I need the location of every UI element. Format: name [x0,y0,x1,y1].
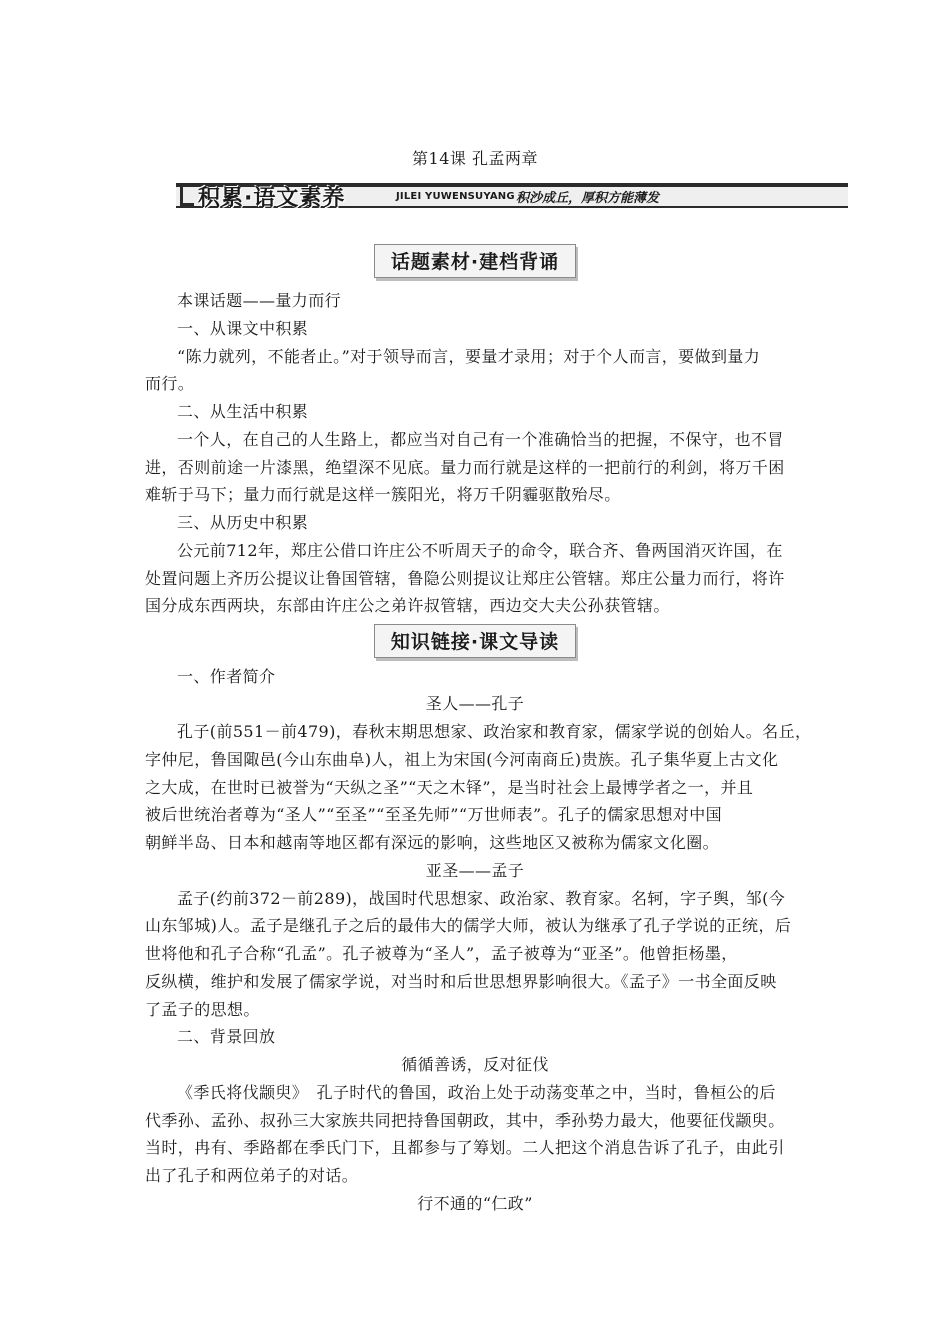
banner-pinyin: JILEI YUWENSUYANG [396,191,515,202]
text-line: 一个人，在自己的人生路上，都应当对自己有一个准确恰当的把握，不保守，也不冒 [177,430,784,449]
text-line: 了孟子的思想。 [145,1000,260,1019]
text-line: 一、从课文中积累 [177,319,309,338]
text-line: 难斩于马下；量力而行就是这样一簇阳光，将万千阴霾驱散殆尽。 [145,485,621,504]
text-line: 三、从历史中积累 [177,513,309,532]
subheading: 圣人——孔子 [425,694,525,713]
text-line: 山东邹城)人。孟子是继孔子之后的最伟大的儒学大师，被认为继承了孔子学说的正统，后 [145,916,792,935]
subheading: 行不通的“仁政” [417,1194,533,1213]
text-line: 之大成，在世时已被誉为“天纵之圣”“天之木铎”，是当时社会上最博学者之一，并且 [145,778,754,797]
text-line: 世将他和孔子合称“孔孟”。孔子被尊为“圣人”，孟子被尊为“亚圣”。他曾拒杨墨， [145,944,738,963]
text-line: 当时，冉有、季路都在季氏门下，且都参与了筹划。二人把这个消息告诉了孔子，由此引 [145,1138,785,1157]
banner-hook [180,187,194,206]
text-line: 代季孙、孟孙、叔孙三大家族共同把持鲁国朝政，其中，季孙势力最大，他要征伐颛臾。 [145,1111,785,1130]
section-header-label: 话题素材·建档背诵 [374,244,576,278]
subheading: 亚圣——孟子 [425,861,525,880]
banner-title: 积累·语文素养 [198,186,346,211]
text-line: 本课话题——量力而行 [177,291,342,310]
text-line: 进，否则前途一片漆黑，绝望深不见底。量力而行就是这样的一把前行的利剑，将万千困 [145,458,785,477]
text-line: 孔子(前551－前479)，春秋末期思想家、政治家和教育家，儒家学说的创始人。名丘， [177,722,812,741]
text-line: 孟子(约前372－前289)，战国时代思想家、政治家、教育家。名轲，字子舆，邹(今 [177,889,786,908]
section-banner [176,180,848,210]
section-header-label: 知识链接·课文导读 [374,624,576,658]
text-line: 二、背景回放 [177,1027,276,1046]
text-line: 字仲尼，鲁国陬邑(今山东曲阜)人，祖上为宋国(今河南商丘)贵族。孔子集华夏上古文化 [145,750,779,769]
text-line: 一、作者简介 [177,667,276,686]
text-line: 出了孔子和两位弟子的对话。 [145,1166,359,1185]
lesson-title: 第14课 孔孟两章 [412,149,538,168]
text-line: 朝鲜半岛、日本和越南等地区都有深远的影响，这些地区又被称为儒家文化圈。 [145,833,720,852]
text-line: 《季氏将伐颛臾》 孔子时代的鲁国，政治上处于动荡变革之中，当时，鲁桓公的后 [177,1083,776,1102]
text-line: 处置问题上齐历公提议让鲁国管辖，鲁隐公则提议让郑庄公管辖。郑庄公量力而行，将许 [145,569,785,588]
text-line: 反纵横，维护和发展了儒家学说，对当时和后世思想界影响很大。《孟子》一书全面反映 [145,972,777,991]
text-line: 国分成东西两块，东部由许庄公之弟许叔管辖，西边交大夫公孙获管辖。 [145,596,670,615]
text-line: 二、从生活中积累 [177,402,309,421]
text-line: 公元前712年，郑庄公借口许庄公不听周天子的命令，联合齐、鲁两国消灭许国，在 [177,541,783,560]
subheading: 循循善诱，反对征伐 [401,1055,549,1074]
text-line: 而行。 [145,374,195,393]
section-header-topic [0,244,950,278]
text-line: 被后世统治者尊为“圣人”“至圣”“至圣先师”“万世师表”。孔子的儒家思想对中国 [145,805,723,824]
section-header-knowledge [0,624,950,658]
text-line: “陈力就列，不能者止。”对于领导而言，要量才录用；对于个人而言，要做到量力 [177,347,761,366]
banner-motto: 积沙成丘，厚积方能薄发 [516,191,660,206]
